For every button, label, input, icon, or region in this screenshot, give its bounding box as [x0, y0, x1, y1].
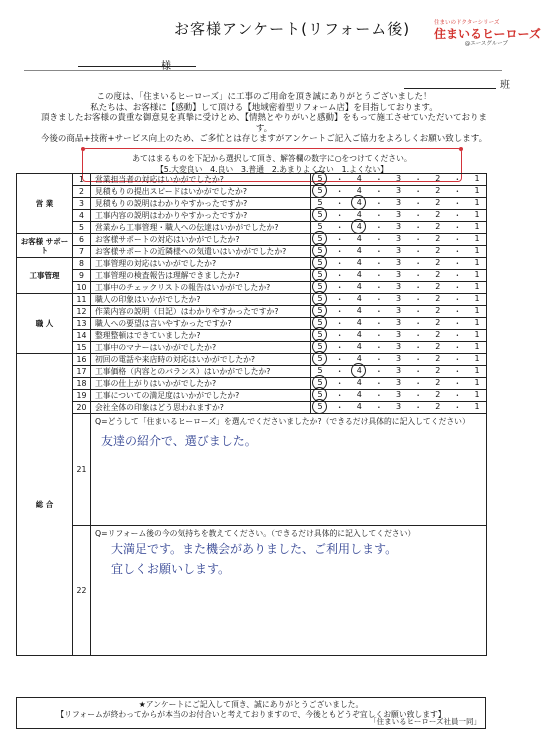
free-text-answer-area[interactable]	[91, 526, 487, 656]
score-separator: ･	[416, 187, 421, 196]
question-text: 工事中のチェックリストの報告はいかがでしたか?	[91, 282, 311, 294]
score-separator: ･	[455, 175, 460, 184]
question-number: 6	[73, 234, 91, 246]
score-separator: ･	[337, 247, 342, 256]
instruction-line1: あてはまるものを下記から選択して頂き、解答欄の数字に○をつけてください。	[132, 154, 412, 163]
score-option[interactable]: 1	[474, 198, 480, 207]
score-option[interactable]: 3	[395, 378, 402, 387]
question-row	[17, 222, 487, 234]
company-logo	[434, 20, 541, 50]
score-option[interactable]: 4	[356, 378, 362, 387]
score-option[interactable]: 2	[435, 294, 441, 303]
question-text: 営業担当者の対応はいかがでしたか?	[91, 174, 311, 186]
score-separator: ･	[416, 403, 421, 412]
score-option[interactable]: 3	[395, 294, 402, 303]
question-text: 作業内容の説明（日記）はわかりやすかったですか?	[91, 306, 311, 318]
question-row	[17, 210, 487, 222]
score-separator: ･	[337, 175, 342, 184]
score-separator: ･	[455, 259, 460, 268]
score-separator: ･	[455, 223, 460, 232]
score-option[interactable]: 1	[474, 186, 480, 195]
question-number: 10	[73, 282, 91, 294]
score-separator: ･	[416, 343, 421, 352]
score-separator: ･	[455, 391, 460, 400]
score-separator: ･	[455, 331, 460, 340]
score-option[interactable]: 1	[474, 174, 480, 183]
customer-suffix: 様	[161, 61, 171, 72]
category-label: お客様 サポート	[17, 234, 73, 258]
score-separator: ･	[337, 199, 342, 208]
score-option[interactable]: 4	[356, 354, 362, 363]
score-cell	[311, 270, 487, 282]
score-option[interactable]: 2	[435, 198, 441, 207]
score-option[interactable]: 5	[315, 390, 325, 401]
score-separator: ･	[376, 211, 381, 220]
score-option[interactable]: 3	[395, 366, 402, 375]
score-separator: ･	[455, 355, 460, 364]
score-option[interactable]: 1	[474, 258, 480, 267]
score-option[interactable]: 3	[395, 234, 402, 243]
question-row	[17, 294, 487, 306]
score-separator: ･	[455, 367, 460, 376]
question-row	[17, 174, 487, 186]
score-option[interactable]: 5	[315, 174, 325, 185]
group-field	[404, 88, 496, 89]
score-separator: ･	[337, 367, 342, 376]
score-option[interactable]: 1	[474, 342, 480, 351]
category-label: 営 業	[17, 174, 73, 234]
score-option[interactable]: 4	[356, 318, 362, 327]
score-cell	[311, 378, 487, 390]
score-separator: ･	[416, 271, 421, 280]
score-separator: ･	[455, 247, 460, 256]
question-row	[17, 330, 487, 342]
score-separator: ･	[376, 223, 381, 232]
score-separator: ･	[337, 283, 342, 292]
score-option[interactable]: 5	[317, 198, 323, 207]
handwritten-answer: 大満足です。また機会がありました、ご利用します。	[111, 542, 398, 556]
score-separator: ･	[376, 391, 381, 400]
score-option[interactable]: 3	[395, 330, 402, 339]
score-separator: ･	[455, 211, 460, 220]
logo-group: @エースグループ	[464, 40, 508, 47]
question-text: 職人への要望は言いやすかったですか?	[91, 318, 311, 330]
question-row	[17, 402, 487, 414]
score-option[interactable]: 4	[356, 210, 362, 219]
question-number: 15	[73, 342, 91, 354]
score-separator: ･	[337, 295, 342, 304]
question-text: 見積もりの説明はわかりやすかったですか?	[91, 198, 311, 210]
score-cell	[311, 402, 487, 414]
question-text: 工事の仕上がりはいかがでしたか?	[91, 378, 311, 390]
score-separator: ･	[337, 211, 342, 220]
score-cell	[311, 174, 487, 186]
question-number: 14	[73, 330, 91, 342]
question-row	[17, 186, 487, 198]
score-option[interactable]: 2	[435, 258, 441, 267]
score-separator: ･	[376, 343, 381, 352]
question-row	[17, 234, 487, 246]
score-option[interactable]: 4	[356, 342, 362, 351]
question-number: 5	[73, 222, 91, 234]
score-cell	[311, 366, 487, 378]
question-number: 3	[73, 198, 91, 210]
score-option[interactable]: 3	[395, 198, 402, 207]
score-separator: ･	[376, 379, 381, 388]
score-option[interactable]: 2	[435, 210, 441, 219]
group-suffix: 班	[500, 80, 510, 91]
score-option[interactable]: 5	[315, 210, 325, 221]
footer	[16, 697, 486, 729]
category-label: 総 合	[17, 354, 73, 656]
category-label: 工事管理	[17, 258, 73, 294]
score-cell	[311, 258, 487, 270]
score-cell	[311, 198, 487, 210]
footer-message: 【リフォームが終わってからが本当のお付合いと考えておりますので、今後ともどうぞ宜しくお願い致します】	[56, 710, 446, 719]
question-row	[17, 258, 487, 270]
score-separator: ･	[337, 307, 342, 316]
question-number: 9	[73, 270, 91, 282]
marker-dot	[81, 147, 85, 151]
score-option[interactable]: 3	[395, 306, 402, 315]
score-separator: ･	[337, 331, 342, 340]
score-cell	[311, 306, 487, 318]
score-option[interactable]: 2	[435, 234, 441, 243]
score-separator: ･	[337, 355, 342, 364]
score-separator: ･	[416, 355, 421, 364]
score-option[interactable]: 3	[395, 210, 402, 219]
score-option[interactable]: 2	[435, 378, 441, 387]
intro-text: この度は、「住まいるヒーローズ」に工事のご用命を頂き誠にありがとうございました！ 私たちは、お客様に【感動】して頂ける【地域密着型リフォーム店】を目指しております。 頂きましたお客様の貴重な御意見を真摯に受けとめ、【情熱とやりがいと感動】をもって施工させていただいております。 今後の商品+技術+サービス向上のため、ご多忙とは存じますがアンケートご記入ご協力をよろしくお願い致します。	[40, 92, 488, 144]
score-separator: ･	[337, 235, 342, 244]
header-divider	[24, 70, 502, 71]
score-option[interactable]: 1	[474, 294, 480, 303]
score-option[interactable]: 3	[395, 246, 402, 255]
score-separator: ･	[376, 187, 381, 196]
score-option[interactable]: 3	[395, 318, 402, 327]
score-option[interactable]: 5	[315, 342, 325, 353]
question-row	[17, 246, 487, 258]
score-separator: ･	[455, 199, 460, 208]
score-option[interactable]: 5	[315, 378, 325, 389]
score-option[interactable]: 4	[356, 234, 362, 243]
score-separator: ･	[337, 259, 342, 268]
question-number: 17	[73, 366, 91, 378]
score-option[interactable]: 5	[315, 330, 325, 341]
score-separator: ･	[416, 307, 421, 316]
score-option[interactable]: 4	[356, 174, 362, 183]
question-number: 11	[73, 294, 91, 306]
score-separator: ･	[416, 199, 421, 208]
score-option[interactable]: 4	[356, 306, 362, 315]
score-separator: ･	[455, 187, 460, 196]
score-option[interactable]: 3	[395, 354, 402, 363]
question-number: 18	[73, 378, 91, 390]
score-separator: ･	[416, 391, 421, 400]
score-cell	[311, 282, 487, 294]
score-separator: ･	[416, 211, 421, 220]
instruction-line2: 【5.大変良い 4.良い 3.普通 2.あまりよくない 1.よくない】	[155, 165, 389, 174]
score-option[interactable]: 1	[474, 390, 480, 399]
score-option[interactable]: 1	[474, 222, 480, 231]
score-option[interactable]: 2	[435, 174, 441, 183]
score-separator: ･	[376, 271, 381, 280]
score-option[interactable]: 1	[474, 270, 480, 279]
score-option[interactable]: 3	[395, 282, 402, 291]
score-option[interactable]: 2	[435, 354, 441, 363]
score-option[interactable]: 4	[354, 366, 364, 377]
score-option[interactable]: 2	[435, 306, 441, 315]
score-separator: ･	[337, 271, 342, 280]
question-text: 工事価格（内容とのバランス）はいかがでしたか?	[91, 366, 311, 378]
question-number: 13	[73, 318, 91, 330]
question-row	[17, 354, 487, 366]
score-option[interactable]: 4	[356, 186, 362, 195]
score-option[interactable]: 1	[474, 366, 480, 375]
score-cell	[311, 210, 487, 222]
score-cell	[311, 330, 487, 342]
score-option[interactable]: 3	[395, 342, 402, 351]
score-option[interactable]: 4	[354, 222, 364, 233]
score-separator: ･	[455, 379, 460, 388]
question-row	[17, 318, 487, 330]
score-option[interactable]: 3	[395, 390, 402, 399]
score-separator: ･	[416, 319, 421, 328]
score-option[interactable]: 5	[315, 234, 325, 245]
question-row	[17, 342, 487, 354]
score-option[interactable]: 5	[315, 186, 325, 197]
question-number: 22	[73, 526, 91, 656]
score-separator: ･	[455, 319, 460, 328]
score-separator: ･	[337, 343, 342, 352]
question-number: 19	[73, 390, 91, 402]
score-option[interactable]: 5	[317, 222, 323, 231]
question-text: 見積もりの提出スピードはいかがでしたか?	[91, 186, 311, 198]
question-text: お客様サポートの近隣様への気遣いはいかがでしたか?	[91, 246, 311, 258]
marker-dot	[459, 147, 463, 151]
handwritten-answer: 友達の紹介で、選びました。	[101, 434, 257, 448]
score-separator: ･	[416, 379, 421, 388]
score-option[interactable]: 2	[435, 390, 441, 399]
score-separator: ･	[337, 403, 342, 412]
score-option[interactable]: 1	[474, 282, 480, 291]
free-text-row	[17, 414, 487, 526]
score-option[interactable]: 1	[474, 318, 480, 327]
score-option[interactable]: 2	[435, 270, 441, 279]
free-text-answer-area[interactable]	[91, 414, 487, 526]
question-number: 7	[73, 246, 91, 258]
score-cell	[311, 354, 487, 366]
score-cell	[311, 390, 487, 402]
score-option[interactable]: 3	[395, 402, 402, 411]
score-separator: ･	[416, 331, 421, 340]
score-separator: ･	[376, 247, 381, 256]
score-separator: ･	[455, 283, 460, 292]
question-number: 2	[73, 186, 91, 198]
score-separator: ･	[337, 379, 342, 388]
score-separator: ･	[337, 187, 342, 196]
score-option[interactable]: 3	[395, 174, 402, 183]
score-option[interactable]: 3	[395, 222, 402, 231]
question-row	[17, 282, 487, 294]
score-option[interactable]: 5	[315, 294, 325, 305]
score-separator: ･	[376, 259, 381, 268]
score-option[interactable]: 4	[356, 294, 362, 303]
score-separator: ･	[416, 247, 421, 256]
score-option[interactable]: 2	[435, 330, 441, 339]
score-cell	[311, 342, 487, 354]
logo-name: 住まいるヒーローズ	[434, 26, 541, 41]
score-option[interactable]: 4	[356, 402, 362, 411]
score-cell	[311, 186, 487, 198]
score-option[interactable]: 5	[317, 366, 323, 375]
logo-tagline: 住まいのドクターシリーズ	[434, 20, 500, 26]
score-option[interactable]: 2	[435, 186, 441, 195]
question-text: 工事についての満足度はいかがでしたか?	[91, 390, 311, 402]
score-separator: ･	[376, 355, 381, 364]
page-title: お客様アンケート(リフォーム後)	[174, 20, 411, 38]
score-separator: ･	[337, 319, 342, 328]
score-cell	[311, 294, 487, 306]
score-separator: ･	[455, 295, 460, 304]
score-option[interactable]: 4	[356, 246, 362, 255]
score-option[interactable]: 3	[395, 258, 402, 267]
score-option[interactable]: 2	[435, 366, 441, 375]
score-option[interactable]: 1	[474, 354, 480, 363]
question-row	[17, 378, 487, 390]
score-separator: ･	[455, 307, 460, 316]
score-option[interactable]: 1	[474, 234, 480, 243]
score-separator: ･	[376, 307, 381, 316]
survey-table	[16, 173, 487, 656]
question-row	[17, 306, 487, 318]
handwritten-answer: 宜しくお願いします。	[111, 562, 231, 576]
score-option[interactable]: 5	[315, 282, 325, 293]
question-number: 12	[73, 306, 91, 318]
score-separator: ･	[416, 295, 421, 304]
score-cell	[311, 246, 487, 258]
score-separator: ･	[337, 391, 342, 400]
score-option[interactable]: 1	[474, 210, 480, 219]
score-separator: ･	[455, 343, 460, 352]
score-option[interactable]: 1	[474, 378, 480, 387]
score-option[interactable]: 3	[395, 186, 402, 195]
score-option[interactable]: 4	[356, 282, 362, 291]
score-separator: ･	[416, 175, 421, 184]
score-separator: ･	[376, 235, 381, 244]
score-option[interactable]: 3	[395, 270, 402, 279]
question-text: 工事中のマナーはいかがでしたか?	[91, 342, 311, 354]
score-option[interactable]: 4	[356, 270, 362, 279]
score-separator: ･	[376, 283, 381, 292]
footer-signature: 「住まいるヒーローズ社員一同」	[369, 717, 481, 726]
score-separator: ･	[376, 175, 381, 184]
free-text-question: Q=どうして「住まいるヒーローズ」を選んでくださいましたか?（できるだけ具体的に記入してください）	[95, 417, 470, 426]
question-text: 会社全体の印象はどう思われますか?	[91, 402, 311, 414]
question-row	[17, 198, 487, 210]
free-text-question: Q=リフォーム後の今の気持ちを教えてください。（できるだけ具体的に記入してください）	[95, 529, 416, 538]
score-option[interactable]: 4	[356, 258, 362, 267]
question-number: 20	[73, 402, 91, 414]
score-option[interactable]: 2	[435, 246, 441, 255]
score-separator: ･	[455, 271, 460, 280]
category-label: 職 人	[17, 294, 73, 354]
score-cell	[311, 318, 487, 330]
score-option[interactable]: 2	[435, 318, 441, 327]
question-row	[17, 366, 487, 378]
score-option[interactable]: 5	[315, 270, 325, 281]
question-number: 1	[73, 174, 91, 186]
question-text: 初回の電話や来店時の対応はいかがでしたか?	[91, 354, 311, 366]
score-option[interactable]: 1	[474, 402, 480, 411]
question-text: 工事管理の検査報告は理解できましたか?	[91, 270, 311, 282]
score-option[interactable]: 5	[315, 402, 325, 413]
score-separator: ･	[376, 403, 381, 412]
score-cell	[311, 222, 487, 234]
score-option[interactable]: 5	[315, 354, 325, 365]
question-row	[17, 390, 487, 402]
score-separator: ･	[455, 403, 460, 412]
score-option[interactable]: 2	[435, 222, 441, 231]
score-separator: ･	[416, 235, 421, 244]
score-option[interactable]: 5	[315, 258, 325, 269]
question-text: お客様サポートの対応はいかがでしたか?	[91, 234, 311, 246]
question-number: 21	[73, 414, 91, 526]
question-text: 職人の印象はいかがでしたか?	[91, 294, 311, 306]
score-option[interactable]: 1	[474, 246, 480, 255]
score-option[interactable]: 4	[354, 198, 364, 209]
question-number: 8	[73, 258, 91, 270]
score-option[interactable]: 5	[315, 246, 325, 257]
score-option[interactable]: 2	[435, 342, 441, 351]
question-text: 工事管理の対応はいかがでしたか?	[91, 258, 311, 270]
score-separator: ･	[337, 223, 342, 232]
score-separator: ･	[416, 259, 421, 268]
free-text-row	[17, 526, 487, 656]
score-option[interactable]: 4	[356, 390, 362, 399]
score-option[interactable]: 5	[315, 318, 325, 329]
score-separator: ･	[376, 295, 381, 304]
score-option[interactable]: 5	[315, 306, 325, 317]
score-option[interactable]: 2	[435, 282, 441, 291]
question-row	[17, 270, 487, 282]
score-separator: ･	[416, 283, 421, 292]
question-text: 整理整頓はできていましたか?	[91, 330, 311, 342]
score-option[interactable]: 2	[435, 402, 441, 411]
score-separator: ･	[416, 367, 421, 376]
question-number: 4	[73, 210, 91, 222]
score-separator: ･	[416, 223, 421, 232]
question-number: 16	[73, 354, 91, 366]
footer-thanks: ★アンケートにご記入して頂き、誠にありがとうございました。	[138, 700, 364, 709]
score-option[interactable]: 4	[356, 330, 362, 339]
score-option[interactable]: 1	[474, 306, 480, 315]
score-separator: ･	[376, 367, 381, 376]
score-separator: ･	[376, 331, 381, 340]
question-text: 工事内容の説明はわかりやすかったですか?	[91, 210, 311, 222]
score-separator: ･	[376, 319, 381, 328]
score-option[interactable]: 1	[474, 330, 480, 339]
customer-name-field	[78, 66, 196, 67]
question-text: 営業から工事管理・職人への伝達はいかがでしたか?	[91, 222, 311, 234]
score-cell	[311, 234, 487, 246]
score-separator: ･	[376, 199, 381, 208]
score-separator: ･	[455, 235, 460, 244]
